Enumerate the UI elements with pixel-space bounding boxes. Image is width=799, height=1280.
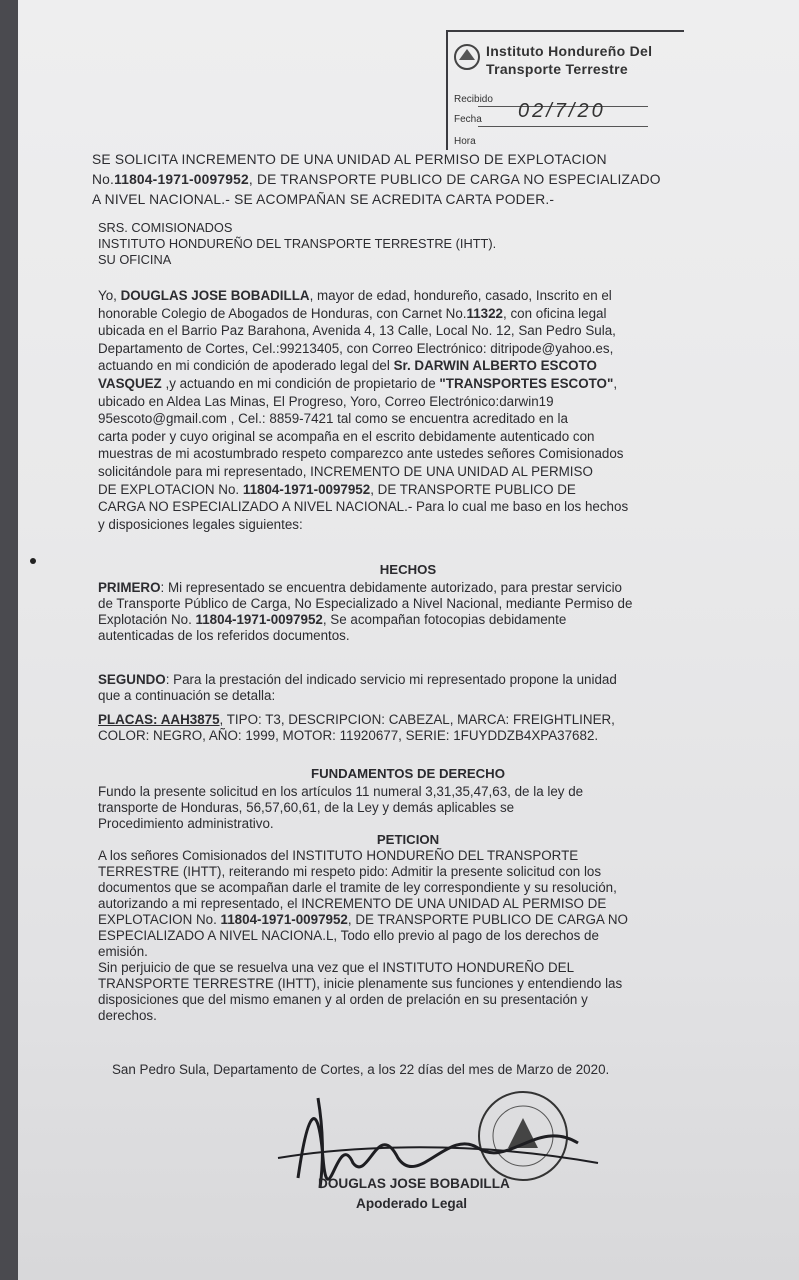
text-line xyxy=(98,375,718,393)
text: Explotación No. xyxy=(98,612,196,627)
text-line: A los señores Comisionados del INSTITUTO HONDUREÑO DEL TRANSPORTE xyxy=(98,848,579,863)
permit-number: 11804-1971-0097952 xyxy=(114,172,249,187)
stamp-received-label: Recibido xyxy=(454,94,493,105)
text-line xyxy=(98,305,718,323)
stamp-date-label: Fecha xyxy=(454,114,482,125)
text: : Para la prestación del indicado servicio mi representado propone la unidad xyxy=(165,672,617,687)
text-line: autorizando a mi representado, el INCREMENTO DE UNA UNIDAD AL PERMISO DE xyxy=(98,896,607,911)
text-line xyxy=(98,712,718,728)
permit-number: 11804-1971-0097952 xyxy=(242,481,371,497)
stamp-institution: Instituto Hondureño Del Transporte Terrestre xyxy=(486,43,653,77)
addressee-block xyxy=(98,220,698,268)
text: , DE TRANSPORTE PUBLICO DE CARGA NO ESPECIALIZADO xyxy=(248,172,661,187)
company-name: "TRANSPORTES ESCOTO" xyxy=(439,375,614,391)
document-page xyxy=(18,0,799,1280)
text-line: derechos. xyxy=(98,1008,157,1023)
text-line: COLOR: NEGRO, AÑO: 1999, MOTOR: 11920677, SERIE: 1FUYDDZB4XPA37682. xyxy=(98,728,599,743)
text: No. xyxy=(92,172,115,187)
text-line xyxy=(98,612,718,628)
stamp-time-label: Hora xyxy=(454,136,476,147)
text-line: que a continuación se detalla: xyxy=(98,688,276,703)
lawyer-name: DOUGLAS JOSE BOBADILLA xyxy=(120,288,310,303)
clause-label: SEGUNDO xyxy=(98,672,166,687)
stamp-date-value: 02/7/20 xyxy=(518,100,606,122)
intro-paragraph xyxy=(98,287,718,533)
text-line: de Transporte Público de Carga, No Especializado a Nivel Nacional, mediante Permiso de xyxy=(98,596,633,611)
text: CARGA NO ESPECIALIZADO A NIVEL NACIONAL.- xyxy=(98,499,413,515)
text-line xyxy=(98,912,718,928)
plate-label: PLACAS: AAH3875 xyxy=(98,712,220,727)
text: , mayor de edad, hondureño, casado, Inscrito en el xyxy=(309,288,612,303)
addressee-line: SRS. COMISIONADOS xyxy=(98,220,233,235)
text: Yo, xyxy=(98,288,121,303)
text-line xyxy=(98,498,718,516)
text: , Se acompañan fotocopias debidamente xyxy=(322,612,567,627)
text: , TIPO: T3, DESCRIPCION: CABEZAL, MARCA: FREIGHTLINER, xyxy=(219,712,615,727)
text-line xyxy=(98,580,718,596)
text-line xyxy=(98,928,718,944)
text-line: Fundo la presente solicitud en los artículos 11 numeral 3,31,35,47,63, de la ley de xyxy=(98,784,584,799)
client-name: Sr. DARWIN ALBERTO ESCOTO xyxy=(393,358,597,374)
hechos-heading: HECHOS xyxy=(379,562,437,577)
signer-name: DOUGLAS JOSE BOBADILLA xyxy=(318,1176,510,1191)
text: , DE TRANSPORTE PUBLICO DE CARGA NO xyxy=(347,912,628,927)
signer-title: Apoderado Legal xyxy=(356,1196,468,1211)
permit-number: 11804-1971-0097952 xyxy=(220,912,348,927)
carnet-number: 11322 xyxy=(466,305,503,321)
client-surname: VASQUEZ xyxy=(98,375,162,391)
peticion-paragraph xyxy=(98,848,718,1024)
stamp-rule xyxy=(478,126,648,127)
text-line: disposiciones que del mismo emanen y al orden de prelación en su presentación y xyxy=(98,992,588,1007)
text-line xyxy=(98,357,718,375)
text: Para lo cual me baso en los hechos xyxy=(412,499,629,515)
addressee-line: SU OFICINA xyxy=(98,252,172,267)
addressee-line: INSTITUTO HONDUREÑO DEL TRANSPORTE TERRESTRE (IHTT). xyxy=(98,236,497,251)
stamp-emblem-icon xyxy=(450,40,484,74)
text: EXPLOTACION No. xyxy=(98,912,221,927)
text-line: solicitándole para mi representado, INCREMENTO DE UNA UNIDAD AL PERMISO xyxy=(98,463,593,479)
clause-label: PRIMERO xyxy=(98,580,161,595)
fundamentos-heading: FUNDAMENTOS DE DERECHO xyxy=(311,766,505,781)
permit-number: 11804-1971-0097952 xyxy=(195,612,323,627)
text: actuando en mi condición de apoderado legal del xyxy=(98,358,394,374)
text-line: ubicado en Aldea Las Minas, El Progreso, Yoro, Correo Electrónico:darwin19 xyxy=(98,393,554,409)
text: , con oficina legal xyxy=(503,305,607,321)
text-line xyxy=(98,287,718,305)
text-line: autenticadas de los referidos documentos. xyxy=(98,628,350,643)
vehicle-details xyxy=(98,712,718,744)
text-line: transporte de Honduras, 56,57,60,61, de la Ley y demás aplicables se xyxy=(98,800,515,815)
segundo-paragraph xyxy=(98,672,718,704)
text-line: ubicada en el Barrio Paz Barahona, Avenida 4, 13 Calle, Local No. 12, San Pedro Sula, xyxy=(98,323,616,339)
subject-line: SE SOLICITA INCREMENTO DE UNA UNIDAD AL PERMISO DE EXPLOTACION xyxy=(92,152,607,167)
primero-paragraph xyxy=(98,580,718,644)
peticion-heading: PETICION xyxy=(376,832,440,847)
text-line: TRANSPORTE TERRESTRE (IHTT), inicie plenamente sus funciones y entendiendo las xyxy=(98,976,623,991)
text-line: documentos que se acompañan darle el tramite de ley correspondiente y su resolución, xyxy=(98,880,617,895)
text-line: Procedimiento administrativo. xyxy=(98,816,274,831)
text-line: TERRESTRE (IHTT), reiterando mi respeto pido: Admitir la presente solicitud con los xyxy=(98,864,602,879)
subject-block xyxy=(92,150,722,210)
text-line xyxy=(98,481,718,499)
fundamentos-paragraph xyxy=(98,784,718,832)
place-date-line: San Pedro Sula, Departamento de Cortes, a los 22 días del mes de Marzo de 2020. xyxy=(112,1062,610,1077)
text-line: muestras de mi acostumbrado respeto comparezco ante ustedes señores Comisionados xyxy=(98,446,624,462)
text: , Todo ello previo al pago de los derechos de xyxy=(333,928,599,943)
text: honorable Colegio de Abogados de Honduras, con Carnet No. xyxy=(98,305,467,321)
text-line xyxy=(98,672,718,688)
text: , DE TRANSPORTE PUBLICO DE xyxy=(370,481,576,497)
ink-dot xyxy=(30,558,36,564)
subject-line: A NIVEL NACIONAL.- SE ACOMPAÑAN SE ACREDITA CARTA PODER.- xyxy=(92,192,555,207)
text-line: carta poder y cuyo original se acompaña en el escrito debidamente autenticado con xyxy=(98,428,595,444)
text-line: 95escoto@gmail.com , Cel.: 8859-7421 tal como se encuentra acreditado en la xyxy=(98,411,568,427)
text: DE EXPLOTACION No. xyxy=(98,481,243,497)
text: , xyxy=(613,375,618,391)
reception-stamp xyxy=(446,30,684,150)
text: : Mi representado se encuentra debidamente autorizado, para prestar servicio xyxy=(160,580,622,595)
text-line: Departamento de Cortes, Cel.:99213405, con Correo Electrónico: ditripode@yahoo.es, xyxy=(98,340,614,356)
text: ,y actuando en mi condición de propietario de xyxy=(161,375,440,391)
text-line: y disposiciones legales siguientes: xyxy=(98,516,303,532)
subject-line xyxy=(92,170,722,190)
text: ESPECIALIZADO A NIVEL NACIONA.L xyxy=(98,928,334,943)
text-line: Sin perjuicio de que se resuelva una vez que el INSTITUTO HONDUREÑO DEL xyxy=(98,960,575,975)
text-line: emisión. xyxy=(98,944,148,959)
